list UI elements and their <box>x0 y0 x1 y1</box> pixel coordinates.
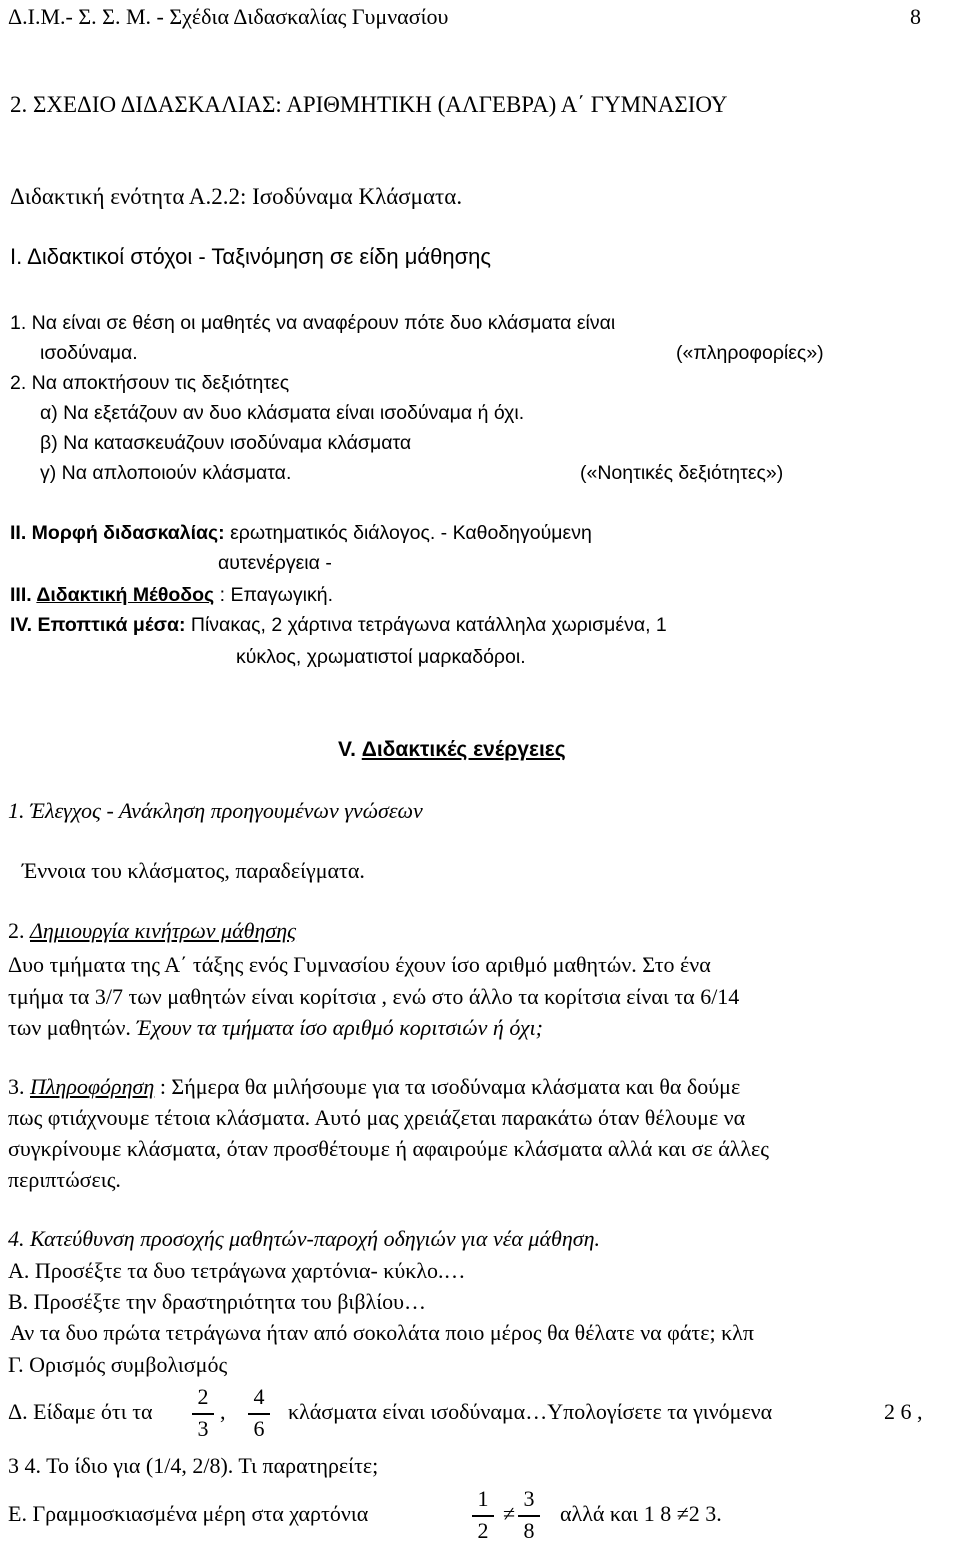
step-1-text: Έννοια του κλάσματος, παραδείγματα. <box>22 858 365 883</box>
step-2-line1: Δυο τμήματα της Α΄ τάξης ενός Γυμνασίου έχουν ίσο αριθμό μαθητών. Στο ένα <box>8 952 711 977</box>
step-3-number: 3. <box>8 1074 30 1099</box>
goal-2a: α) Να εξετάζουν αν δυο κλάσματα είναι ισοδύναμα ή όχι. <box>40 402 525 424</box>
step-2-line3 <box>8 1015 543 1041</box>
teaching-unit: Διδακτική ενότητα Α.2.2: Ισοδύναμα Κλάσματα. <box>10 184 463 209</box>
step-4-a-text: Α. Προσέξτε τα δυο τετράγωνα χαρτόνια- κύκλο. <box>8 1258 444 1283</box>
step-2-number: 2. <box>8 918 30 943</box>
fraction-3-8 <box>516 1486 542 1546</box>
step-4-title-text: 4. Κατεύθυνση προσοχής μαθητών-παροχή οδηγιών για νέα μάθηση. <box>8 1226 601 1251</box>
step-4-d-prefix: Δ. Είδαμε ότι τα <box>8 1399 153 1424</box>
step-4-d-line2: 3 4. Το ίδιο για (1/4, 2/8). Τι παρατηρείτε; <box>8 1453 379 1478</box>
teaching-form-text2: αυτενέργεια - <box>218 552 332 574</box>
step-2-line2: τμήμα τα 3/7 των μαθητών είναι κορίτσια , ενώ στο άλλο τα κορίτσια είναι τα 6/14 <box>8 984 740 1009</box>
fraction-numerator: 3 <box>523 1486 535 1511</box>
step-4-d-middle <box>288 1399 772 1425</box>
running-header: Δ.Ι.Μ.- Σ. Σ. Μ. - Σχέδια Διδασκαλίας Γυμνασίου <box>8 4 449 29</box>
fraction-denominator: 6 <box>253 1416 265 1441</box>
step-3-line1 <box>8 1074 740 1100</box>
step-1-title-text: 1. Έλεγχος - Ανάκληση προηγουμένων γνώσεων <box>8 798 423 823</box>
fraction-2-3 <box>190 1384 216 1444</box>
fraction-numerator: 1 <box>477 1486 489 1511</box>
fraction-1-2 <box>470 1486 496 1546</box>
step-2-title-text: Δημιουργία κινήτρων μάθησης <box>30 918 297 943</box>
section-method <box>10 584 333 607</box>
plan-title: 2. ΣΧΕΔΙΟ ΔΙΔΑΣΚΑΛΙΑΣ: ΑΡΙΘΜΗΤΙΚΗ (ΑΛΓΕΒΡΑ) Α΄ ΓΥΜΝΑΣΙΟΥ <box>10 92 728 117</box>
goal-1-line1: 1. Να είναι σε θέση οι μαθητές να αναφέρουν πότε δυο κλάσματα είναι <box>10 312 616 334</box>
fraction-bar <box>472 1515 494 1517</box>
method-text: : Επαγωγική. <box>214 584 333 606</box>
step-3-line1-text: : Σήμερα θα μιλήσουμε για τα ισοδύναμα κλάσματα και θα δούμε <box>154 1074 741 1099</box>
method-number: ΙΙΙ. <box>10 584 37 606</box>
section-teaching-form <box>10 522 592 545</box>
fraction-4-6 <box>246 1384 272 1444</box>
section-objectives-heading: Ι. Διδακτικοί στόχοι - Ταξινόμηση σε είδη μάθησης <box>10 244 491 269</box>
fraction-numerator: 4 <box>253 1384 265 1409</box>
step-1-title <box>8 798 423 824</box>
fraction-denominator: 8 <box>523 1518 535 1543</box>
fraction-numerator: 2 <box>197 1384 209 1409</box>
ellipsis: … <box>443 1258 466 1283</box>
step-4-e-prefix: Ε. Γραμμοσκιασμένα μέρη στα χαρτόνια <box>8 1501 369 1526</box>
ellipsis: … <box>525 1399 548 1424</box>
section-visual-aids <box>10 614 667 637</box>
fraction-bar <box>518 1515 540 1517</box>
step-2-question: Έχουν τα τμήματα ίσο αριθμό κοριτσιών ή όχι; <box>136 1015 543 1040</box>
step-3-line2: πως φτιάχνουμε τέτοια κλάσματα. Αυτό μας χρειάζεται παρακάτω όταν θέλουμε να <box>8 1105 746 1130</box>
step-4-c: Αν τα δυο πρώτα τετράγωνα ήταν από σοκολάτα ποιο μέρος θα θέλατε να φάτε; κλπ <box>10 1320 754 1345</box>
step-4-d-product: 2 6 , <box>884 1399 923 1424</box>
visual-aids-label: IV. Εποπτικά μέσα: <box>10 614 186 636</box>
step-4-d-middle-text: κλάσματα είναι ισοδύναμα <box>288 1399 526 1424</box>
step-4-d-comma: , <box>220 1399 226 1424</box>
teaching-form-label: ΙΙ. Μορφή διδασκαλίας: <box>10 522 225 544</box>
goal-1-tag: («πληροφορίες») <box>676 342 824 364</box>
fraction-denominator: 2 <box>477 1518 489 1543</box>
step-2-title <box>8 918 296 944</box>
fraction-denominator: 3 <box>197 1416 209 1441</box>
step-4-title <box>8 1226 600 1252</box>
goal-2c: γ) Να απλοποιούν κλάσματα. <box>40 462 292 484</box>
fraction-bar <box>248 1413 270 1415</box>
goal-2-tag: («Νοητικές δεξιότητες») <box>580 462 784 484</box>
step-2-line3-plain: των μαθητών. <box>8 1015 137 1040</box>
step-4-d-suffix: Υπολογίσετε τα γινόμενα <box>547 1399 773 1424</box>
goal-1-line2: ισοδύναμα. <box>40 342 138 364</box>
section-activities-heading <box>338 738 566 762</box>
step-4-a <box>8 1258 466 1284</box>
activities-number: V. <box>338 738 362 761</box>
step-3-line4: περιπτώσεις. <box>8 1167 121 1192</box>
step-3-line3: συγκρίνουμε κλάσματα, όταν προσθέτουμε ή αφαιρούμε κλάσματα αλλά και σε άλλες <box>8 1136 769 1161</box>
activities-label: Διδακτικές ενέργειες <box>361 738 566 761</box>
not-equal-sign: ≠ <box>503 1501 516 1526</box>
step-4-e-suffix: αλλά και 1 8 ≠2 3. <box>560 1501 722 1526</box>
method-label: Διδακτική Μέθοδος <box>36 584 215 606</box>
goal-2b: β) Να κατασκευάζουν ισοδύναμα κλάσματα <box>40 432 412 454</box>
step-4-b-text: Β. Προσέξτε την δραστηριότητα του βιβλίου <box>8 1289 405 1314</box>
step-4-b <box>8 1289 426 1315</box>
page-number: 8 <box>910 4 921 29</box>
visual-aids-text2: κύκλος, χρωματιστοί μαρκαδόροι. <box>236 646 526 668</box>
step-4-g: Γ. Ορισμός συμβολισμός <box>8 1352 228 1377</box>
visual-aids-text: Πίνακας, 2 χάρτινα τετράγωνα κατάλληλα χωρισμένα, 1 <box>190 614 667 636</box>
goal-2: 2. Να αποκτήσουν τις δεξιότητες <box>10 372 290 394</box>
ellipsis: … <box>404 1289 427 1314</box>
fraction-bar <box>192 1413 214 1415</box>
step-3-title: Πληροφόρηση <box>30 1074 155 1099</box>
teaching-form-text: ερωτηματικός διάλογος. - Καθοδηγούμενη <box>230 522 592 544</box>
